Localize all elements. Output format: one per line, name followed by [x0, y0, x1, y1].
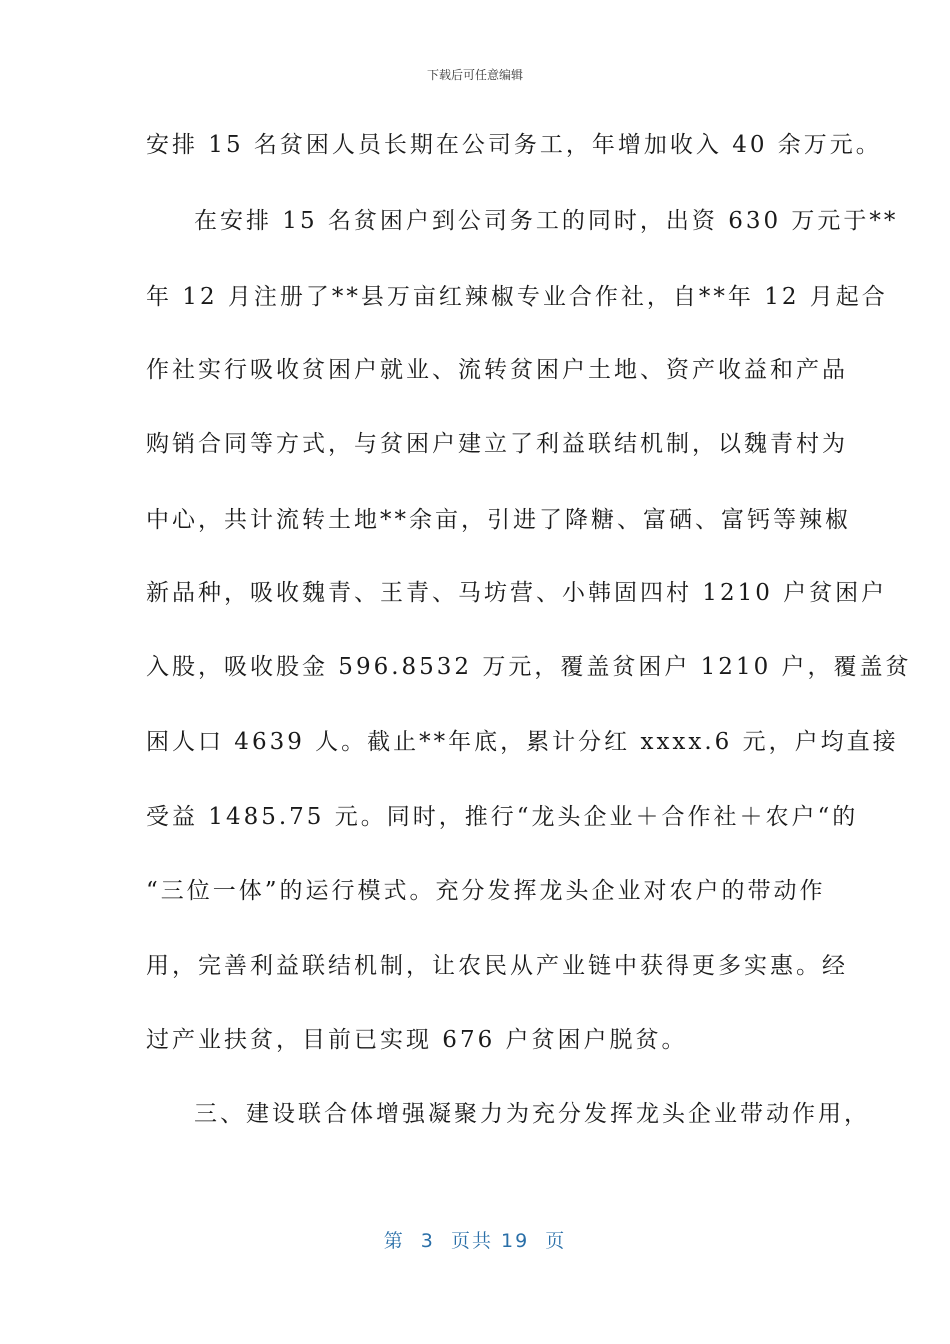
body-line-11: “三位一体”的运行模式。充分发挥龙头企业对农户的带动作	[146, 878, 826, 904]
body-line-9: 困人口 4639 人。截止**年底，累计分红 xxxx.6 元，户均直接	[146, 729, 899, 755]
page-number-footer: 第 3 页共 19 页	[383, 1230, 567, 1252]
body-line-4: 作社实行吸收贫困户就业、流转贫困户土地、资产收益和产品	[146, 357, 848, 383]
body-line-2: 在安排 15 名贫困户到公司务工的同时，出资 630 万元于**	[194, 208, 899, 234]
header-note: 下载后可任意编辑	[426, 68, 523, 82]
body-line-13: 过产业扶贫，目前已实现 676 户贫困户脱贫。	[146, 1027, 688, 1053]
body-line-1: 安排 15 名贫困人员长期在公司务工，年增加收入 40 余万元。	[146, 132, 882, 158]
body-line-6: 中心，共计流转土地**余亩，引进了降糖、富硒、富钙等辣椒	[146, 507, 851, 533]
body-line-12: 用，完善利益联结机制，让农民从产业链中获得更多实惠。经	[146, 953, 848, 979]
body-line-7: 新品种，吸收魏青、王青、马坊营、小韩固四村 1210 户贫困户	[146, 580, 888, 606]
body-line-8: 入股，吸收股金 596.8532 万元，覆盖贫困户 1210 户，覆盖贫	[146, 654, 912, 680]
body-line-5: 购销合同等方式，与贫困户建立了利益联结机制，以魏青村为	[146, 431, 848, 457]
body-line-10: 受益 1485.75 元。同时，推行“龙头企业＋合作社＋农户“的	[146, 804, 859, 830]
body-line-3: 年 12 月注册了**县万亩红辣椒专业合作社，自**年 12 月起合	[146, 284, 888, 310]
body-line-14: 三、建设联合体增强凝聚力为充分发挥龙头企业带动作用，	[194, 1101, 870, 1127]
